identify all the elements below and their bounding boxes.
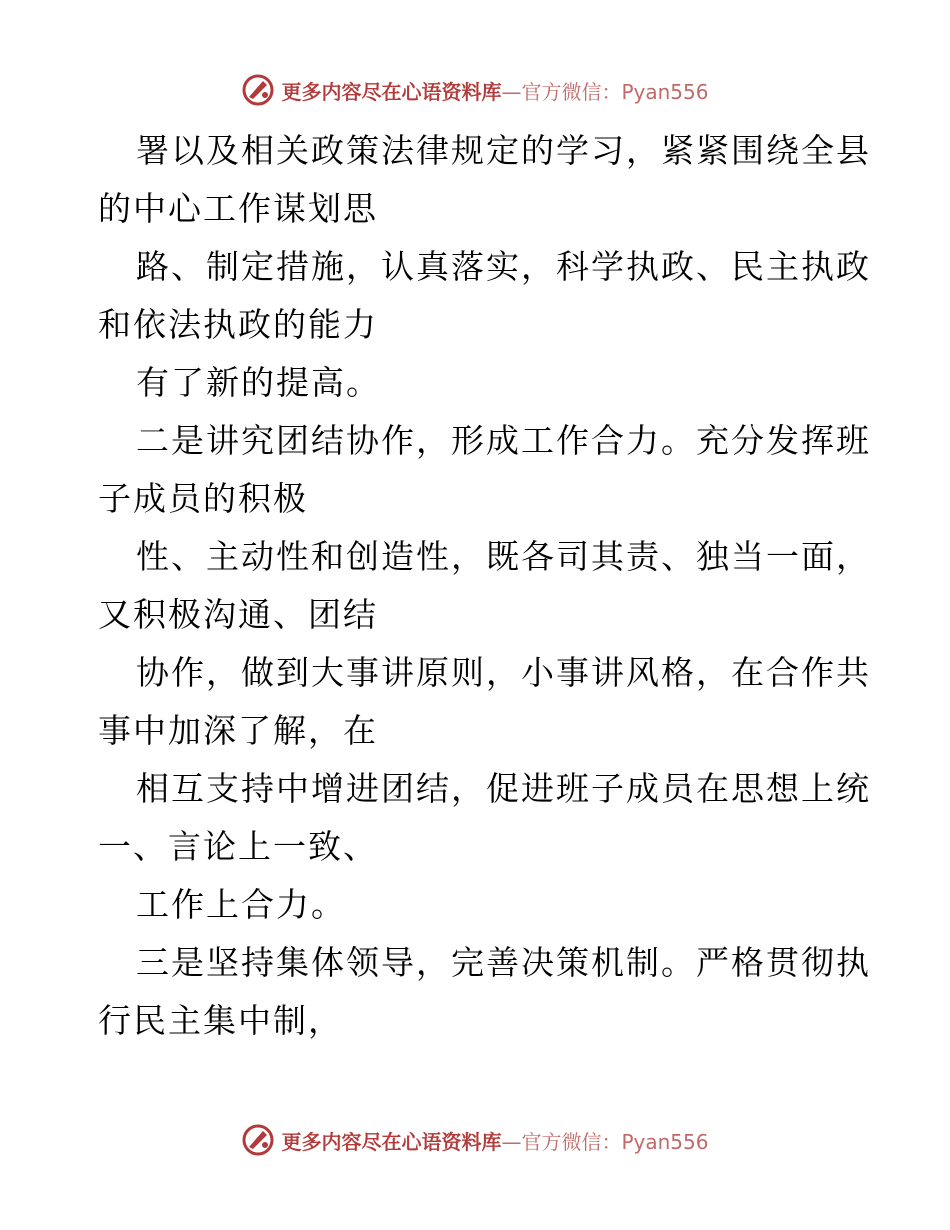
watermark-wechat: 官方微信：Pyan556: [521, 79, 709, 104]
text-line: 工作上合力。: [136, 885, 346, 924]
watermark-wechat: 官方微信：Pyan556: [521, 1129, 709, 1154]
text-line: 协作，做到大事讲原则，小事讲风格，在合作共: [136, 653, 871, 692]
watermark-separator: —: [501, 1129, 522, 1154]
text-line: 事中加深了解，在: [98, 711, 378, 750]
footer-watermark: [0, 1120, 950, 1160]
text-line: 有了新的提高。: [136, 363, 381, 402]
text-line: 路、制定措施，认真落实，科学执政、民主执政: [136, 247, 871, 286]
text-line: 一、言论上一致、: [98, 827, 378, 866]
text-line: 三是坚持集体领导，完善决策机制。严格贯彻执: [136, 943, 871, 982]
text-line: 行民主集中制，: [98, 1001, 343, 1040]
watermark-separator: —: [501, 79, 522, 104]
text-line: 又积极沟通、团结: [98, 595, 378, 634]
text-line: 的中心工作谋划思: [98, 189, 378, 228]
text-line: 和依法执政的能力: [98, 305, 378, 344]
document-body: [98, 122, 871, 1050]
text-line: 相互支持中增进团结，促进班子成员在思想上统: [136, 769, 871, 808]
watermark-brand: 更多内容尽在心语资料库: [281, 79, 502, 104]
header-watermark: [0, 70, 950, 110]
brand-logo-icon: [241, 1123, 275, 1157]
text-line: 署以及相关政策法律规定的学习，紧紧围绕全县: [136, 131, 871, 170]
brand-logo-icon: [241, 73, 275, 107]
text-line: 性、主动性和创造性，既各司其责、独当一面，: [136, 537, 871, 576]
text-line: 二是讲究团结协作，形成工作合力。充分发挥班: [136, 421, 871, 460]
watermark-brand: 更多内容尽在心语资料库: [281, 1129, 502, 1154]
text-line: 子成员的积极: [98, 479, 308, 518]
